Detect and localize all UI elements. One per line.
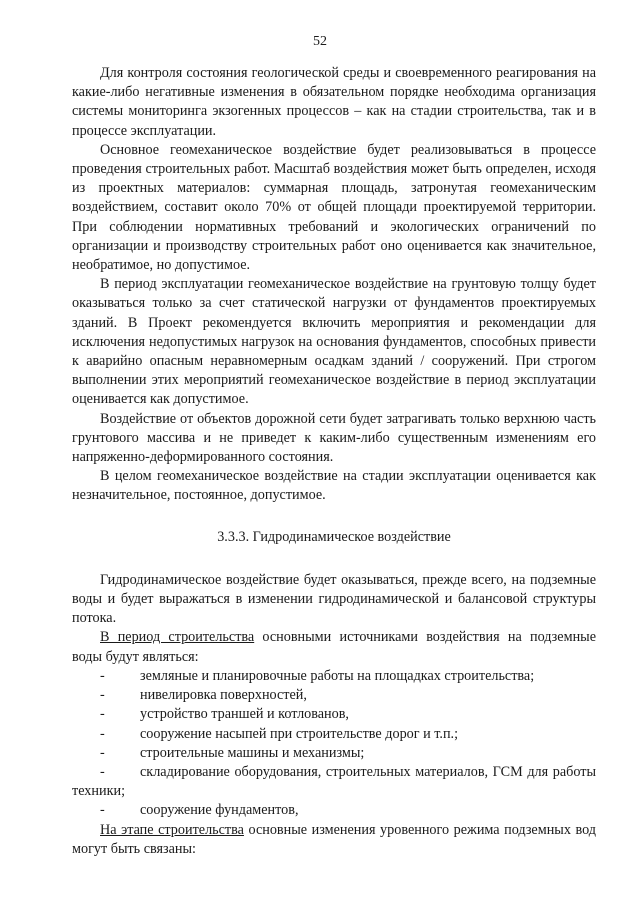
list-item xyxy=(72,686,596,705)
list-dash: - xyxy=(100,687,105,704)
paragraph-text: основные изменения уровенного режима подземных вод могут быть связаны: xyxy=(72,821,596,857)
paragraph-construction-sources xyxy=(72,628,596,666)
paragraph-hydro-intro: Гидродинамическое воздействие будет оказываться, прежде всего, на подземные воды и будет выражаться в изменении гидродинамической и балансовой структуры потока. xyxy=(72,571,596,627)
list-item xyxy=(72,725,596,744)
impact-source-list xyxy=(72,667,596,821)
list-dash: - xyxy=(100,763,105,780)
list-item-text: строительные машины и механизмы; xyxy=(140,744,365,761)
list-dash: - xyxy=(100,706,105,723)
list-item-text: складирование оборудования, строительных материалов, ГСМ для работы техники; xyxy=(72,763,596,800)
paragraph-summary: В целом геомеханическое воздействие на стадии эксплуатации оценивается как незначительное, постоянное, допустимое. xyxy=(72,468,596,504)
list-dash: - xyxy=(100,667,105,684)
list-item-text: земляные и планировочные работы на площадках строительства; xyxy=(140,667,535,684)
section-heading: 3.3.3. Гидродинамическое воздействие xyxy=(217,528,451,545)
list-dash: - xyxy=(100,802,105,819)
list-item xyxy=(72,667,596,686)
paragraph-construction-stage xyxy=(72,821,596,859)
list-item-text: сооружение насыпей при строительстве дорог и т.п.; xyxy=(140,725,459,742)
list-item xyxy=(72,705,596,724)
paragraph-text: основными источниками воздействия на подземные воды будут являться: xyxy=(72,629,596,665)
list-item xyxy=(72,801,596,820)
list-dash: - xyxy=(100,744,105,761)
list-item xyxy=(72,744,596,763)
underlined-phrase: На этапе строительства xyxy=(100,821,244,838)
paragraph-geomechanical-construction: Основное геомеханическое воздействие будет реализовываться в процессе проведения строительных работ. Масштаб воздействия может быть определен, исходя из проектных материалов: суммарная площадь, затронутая геомеханическим воздействием, составит около 70% от общей площади проектируемой территории. При соблюдении нормативных требований и экологических ограничений по организации и производству строительных работ оно оценивается как значительное, необратимое, но допустимое. xyxy=(72,141,596,274)
page-number: 52 xyxy=(313,34,327,49)
list-item-text: устройство траншей и котлованов, xyxy=(140,706,349,723)
underlined-phrase: В период строительства xyxy=(100,629,255,646)
paragraph-monitoring: Для контроля состояния геологической среды и своевременного реагирования на какие-либо негативные изменения в обязательном порядке необходима организация системы мониторинга экзогенных процессов – как на стадии строительства, так и в процессе эксплуатации. xyxy=(72,65,596,139)
paragraph-geomechanical-operation: В период эксплуатации геомеханическое воздействие на грунтовую толщу будет оказываться только за счет статической нагрузки от фундаментов проектируемых зданий. В Проект рекомендуется включить мероприятия и рекомендации для исключения недопустимых нагрузок на основания фундаментов, способных привести к аварийно опасным неравномерным осадкам зданий / сооружений. При строгом выполнении этих мероприятий геомеханическое воздействие в период эксплуатации оценивается как допустимое. xyxy=(72,276,596,408)
document-body xyxy=(72,64,596,859)
list-dash: - xyxy=(100,725,105,742)
paragraph-road-network: Воздействие от объектов дорожной сети будет затрагивать только верхнюю часть грунтового массива и не приведет к каким-либо существенным изменениям его напряженно-деформированного состояния. xyxy=(72,410,596,466)
list-item-text: сооружение фундаментов, xyxy=(140,802,299,819)
list-item-text: нивелировка поверхностей, xyxy=(140,687,307,704)
list-item xyxy=(72,763,596,801)
